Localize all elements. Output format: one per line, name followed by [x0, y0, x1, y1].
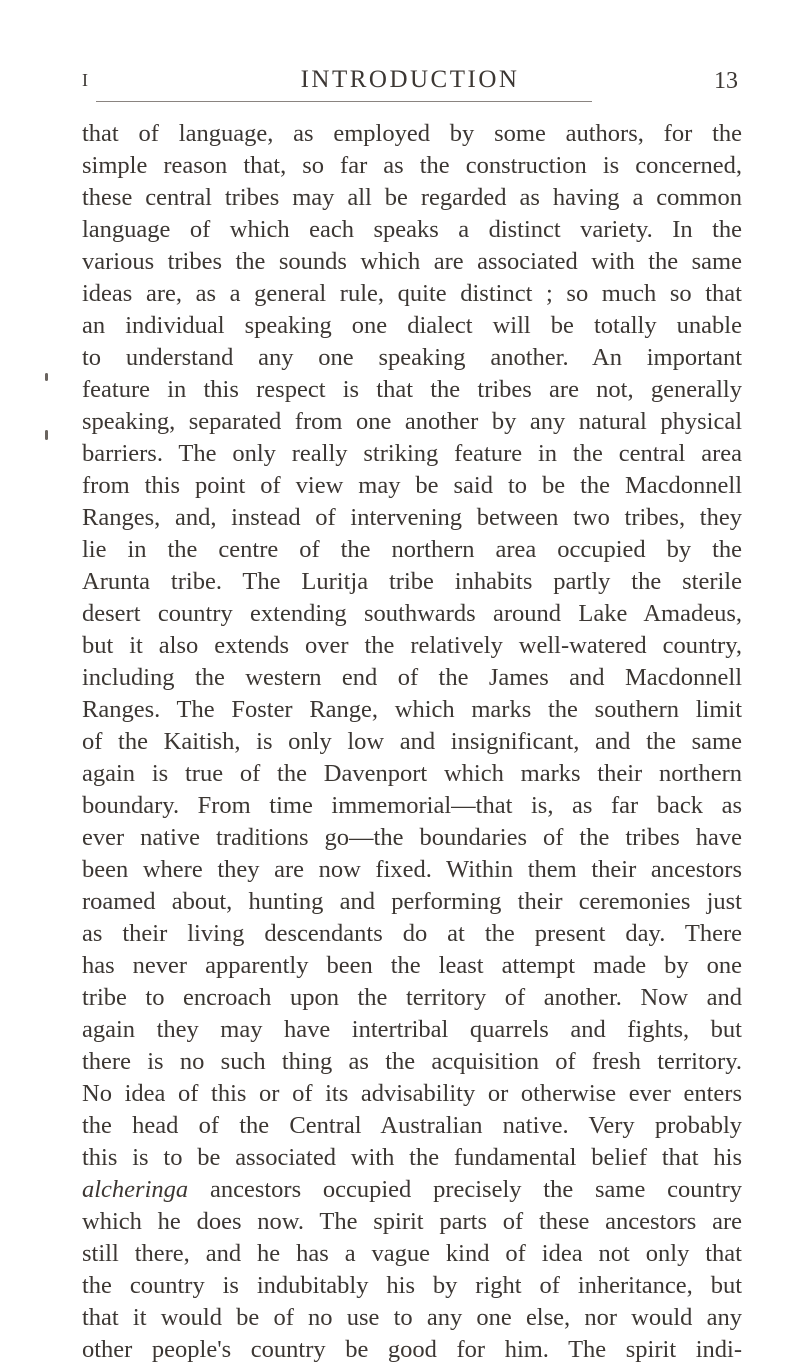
body-text	[82, 118, 742, 1366]
running-head-title: INTRODUCTION	[300, 66, 520, 93]
text-line: as their living descendants do at the present day. There	[82, 920, 742, 947]
text-line: that it would be of no use to any one else, nor would any	[82, 1304, 742, 1331]
text-line: boundary. From time immemorial—that is, as far back as	[82, 792, 742, 819]
text-line: the head of the Central Australian native. Very probably	[82, 1112, 742, 1139]
text-line: barriers. The only really striking feature in the central area	[82, 440, 742, 467]
margin-mark-lower	[45, 430, 48, 440]
text-line-with-italic	[82, 1174, 742, 1206]
text-line: feature in this respect is that the tribes are not, generally	[82, 376, 742, 403]
text-line: tribe to encroach upon the territory of another. Now and	[82, 984, 742, 1011]
text-line: lie in the centre of the northern area occupied by the	[82, 536, 742, 563]
text-line: roamed about, hunting and performing their ceremonies just	[82, 888, 742, 915]
text-line: language of which each speaks a distinct variety. In the	[82, 216, 742, 243]
text-line: still there, and he has a vague kind of idea not only that	[82, 1240, 742, 1267]
text-line: of the Kaitish, is only low and insignificant, and the same	[82, 728, 742, 755]
text-line: various tribes the sounds which are associated with the same	[82, 248, 742, 275]
text-line: Arunta tribe. The Luritja tribe inhabits partly the sterile	[82, 568, 742, 595]
text-line: this is to be associated with the fundamental belief that his	[82, 1144, 742, 1171]
text-line: including the western end of the James and Macdonnell	[82, 664, 742, 691]
italic-term: alcheringa	[82, 1176, 189, 1203]
text-line: to understand any one speaking another. An important	[82, 344, 742, 371]
text-line: an individual speaking one dialect will be totally unable	[82, 312, 742, 339]
text-line: that of language, as employed by some authors, for the	[82, 120, 742, 147]
text-line: which he does now. The spirit parts of these ancestors are	[82, 1208, 742, 1235]
text-line: speaking, separated from one another by any natural physical	[82, 408, 742, 435]
running-head	[82, 66, 738, 102]
text-line: desert country extending southwards around Lake Amadeus,	[82, 600, 742, 627]
text-line: from this point of view may be said to be the Macdonnell	[82, 472, 742, 499]
text-line: simple reason that, so far as the construction is concerned,	[82, 152, 742, 179]
text-line: other people's country be good for him. The spirit indi-	[82, 1336, 742, 1363]
text-line: the country is indubitably his by right of inheritance, but	[82, 1272, 742, 1299]
text-line: ever native traditions go—the boundaries of the tribes have	[82, 824, 742, 851]
text-line-rest: ancestors occupied precisely the same country	[188, 1176, 742, 1203]
text-line: Ranges, and, instead of intervening between two tribes, they	[82, 504, 742, 531]
text-line: has never apparently been the least attempt made by one	[82, 952, 742, 979]
text-line: there is no such thing as the acquisition of fresh territory.	[82, 1048, 742, 1075]
text-line: these central tribes may all be regarded as having a common	[82, 184, 742, 211]
text-line: again is true of the Davenport which marks their northern	[82, 760, 742, 787]
chapter-number: I	[82, 70, 88, 90]
text-line: been where they are now fixed. Within them their ancestors	[82, 856, 742, 883]
page-number: 13	[714, 68, 738, 94]
text-line: No idea of this or of its advisability or otherwise ever enters	[82, 1080, 742, 1107]
text-line: but it also extends over the relatively well-watered country,	[82, 632, 742, 659]
margin-mark-upper	[45, 373, 48, 381]
header-rule	[96, 101, 592, 102]
text-line: again they may have intertribal quarrels and fights, but	[82, 1016, 742, 1043]
text-line: Ranges. The Foster Range, which marks the southern limit	[82, 696, 742, 723]
text-line: ideas are, as a general rule, quite distinct ; so much so that	[82, 280, 742, 307]
